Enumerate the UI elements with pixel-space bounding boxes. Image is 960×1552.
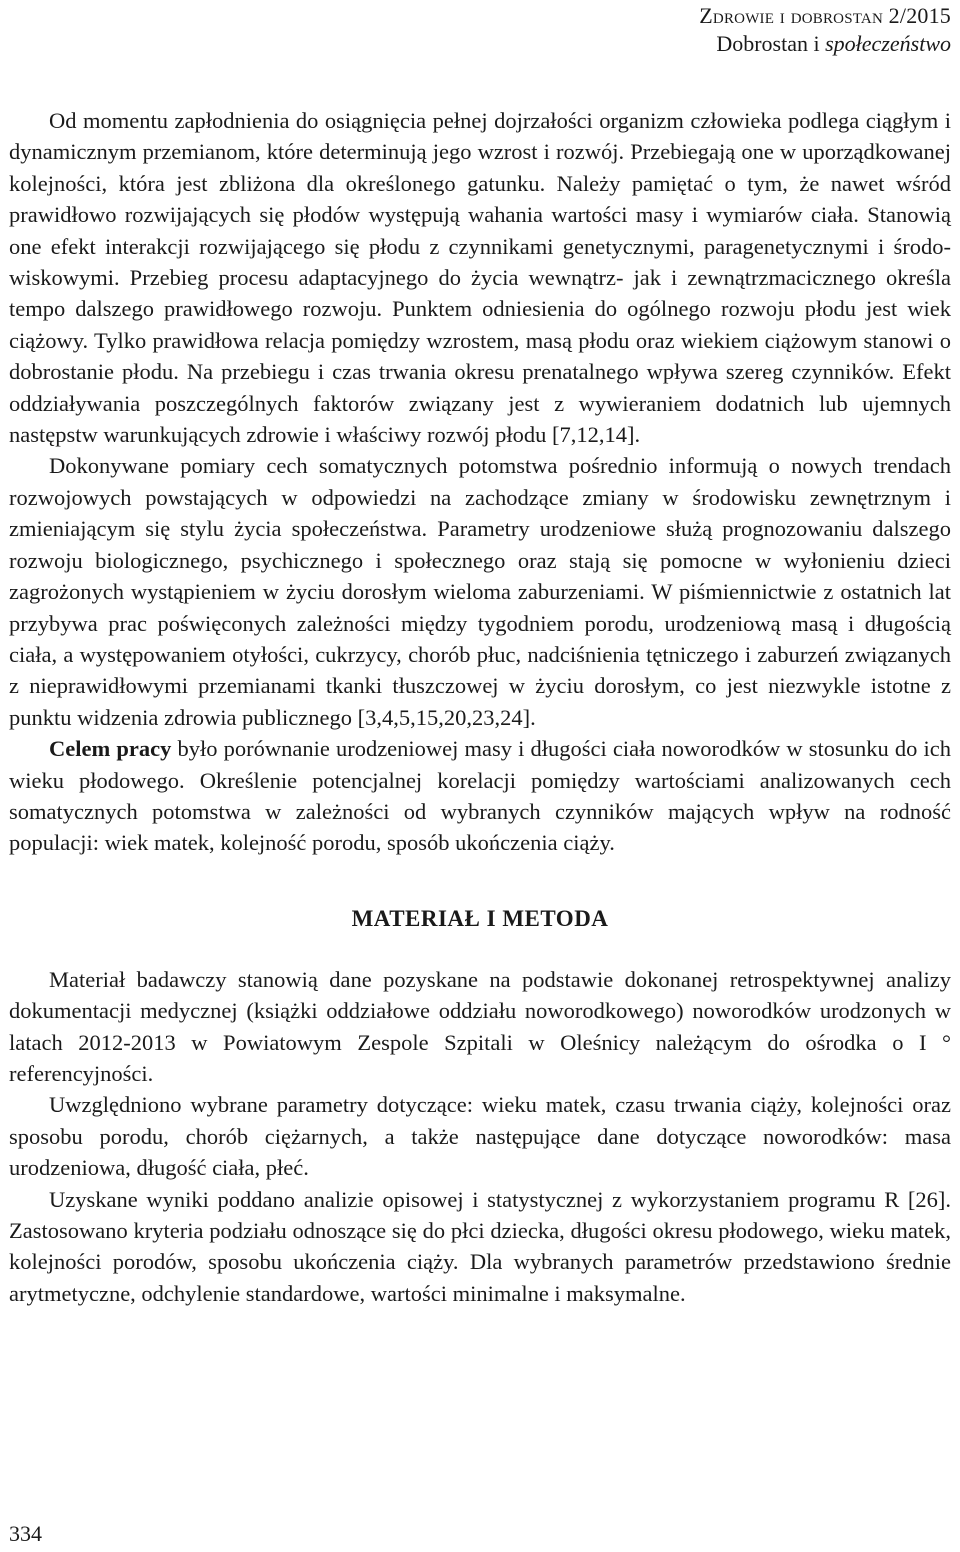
intro-paragraph-1: Od momentu zapłodnienia do osiągnięcia pełnej dojrzałości organizm człowieka podlega ciągłym i dynamicznym przemianom, które determinują jego wzrost i rozwój. Przebiegają one w uporządkowanej kolejności, która jest zbliżona dla określonego gatunku. Należy pamiętać o tym, że nawet wśród prawidłowo rozwijających się płodów występują wahania wartości masy i wymiarów ciała. Stanowią one efekt interakcji rozwijającego się płodu z czynnikami genetycznymi, paragenetycznymi i środowiskowymi. Przebieg procesu adaptacyjnego do życia wewnątrz- jak i zewnątrzmacicznego określa tempo dalszego prawidłowego rozwoju. Punktem odniesienia do ogólnego rozwoju płodu jest wiek ciążowy. Tylko prawidłowa relacja pomiędzy wzrostem, masą płodu oraz wiekiem ciążowym stanowi o dobrostanie płodu. Na przebiegu i czas trwania okresu prenatalnego wpływa szereg czynników. Efekt oddziaływania poszczególnych faktorów związany jest z wywieraniem dodatnich lub ujemnych następstw warunkujących zdrowie i właściwy rozwój płodu [7,12,14].	[9, 108, 951, 448]
page	[9, 0, 951, 1309]
section-title	[9, 30, 951, 58]
aim-text: było porównanie urodzeniowej masy i długości ciała noworodków w stosunku do ich wieku płodowego. Określenie potencjalnej korelacji pomiędzy wartościami analizowanych cech somatycznych potomstwa w zależności od wybranych czynników mających wpływ na rodność populacji: wiek matek, kolejność porodu, sposób ukończenia ciąży.	[9, 736, 952, 856]
aim-paragraph	[9, 733, 951, 859]
aim-label: Celem pracy	[49, 736, 172, 762]
running-head	[9, 0, 951, 58]
section-title-italic: społeczeństwo	[825, 31, 951, 56]
methods-paragraph-3: Uzyskane wyniki poddano analizie opisowej i statystycznej z wykorzystaniem programu R [26]. Zastosowano kryteria podziału odnoszące się do płci dziecka, długości okresu płodowego, wieku matek, kolejności porodów, sposobu ukończenia ciąży. Dla wybranych parametrów przedstawiono średnie arytmetyczne, odchylenie standardowe, wartości minimalne i maksymalne.	[9, 1186, 951, 1306]
page-number: 334	[9, 1521, 42, 1546]
article-body	[9, 105, 951, 1309]
intro-paragraph-2: Dokonywane pomiary cech somatycznych potomstwa pośrednio informują o nowych trendach rozwojowych powstających w odpowiedzi na zachodzące zmiany w środowisku zewnętrznym i zmieniającym się stylu życia społeczeństwa. Parametry urodzeniowe służą prognozowaniu dalszego rozwoju biologicznego, psychicznego i społecznego oraz stają się pomocne w wyłonieniu dzieci zagrożonych wystąpieniem w życiu dorosłym wieloma zaburzeniami. W piśmiennictwie z ostatnich lat przybywa prac poświęconych zależności między tygodniem porodu, urodzeniową masą i długością ciała, a występowaniem otyłości, cukrzycy, chorób płuc, nadciśnienia tętniczego i zaburzeń związanych z nieprawidłowymi przemianami tkanki tłuszczowej w życiu dorosłym, co jest niezwykle istotne z punktu widzenia zdrowia publicznego [3,4,5,15,20,23,24].	[9, 453, 951, 730]
journal-title: Zdrowie i dobrostan 2/2015	[699, 3, 951, 28]
methods-paragraph-1: Materiał badawczy stanowią dane pozyskane na podstawie dokonanej retrospektywnej analizy dokumentacji medycznej (książki oddziałowe oddziału noworodkowego) noworodków urodzonych w latach 2012-2013 w Powiatowym Zespole Szpitali w Oleśnicy należącym do ośrodka o I ° referencyjności.	[9, 966, 951, 1086]
section-title-prefix: Dobrostan i	[716, 31, 826, 56]
section-heading-methods: MATERIAŁ I METODA	[351, 905, 609, 931]
methods-paragraph-2: Uwzględniono wybrane parametry dotyczące: wieku matek, czasu trwania ciąży, kolejności oraz sposobu porodu, chorób ciężarnych, a także następujące dane dotyczące noworodków: masa urodzeniowa, długość ciała, płeć.	[9, 1092, 951, 1181]
